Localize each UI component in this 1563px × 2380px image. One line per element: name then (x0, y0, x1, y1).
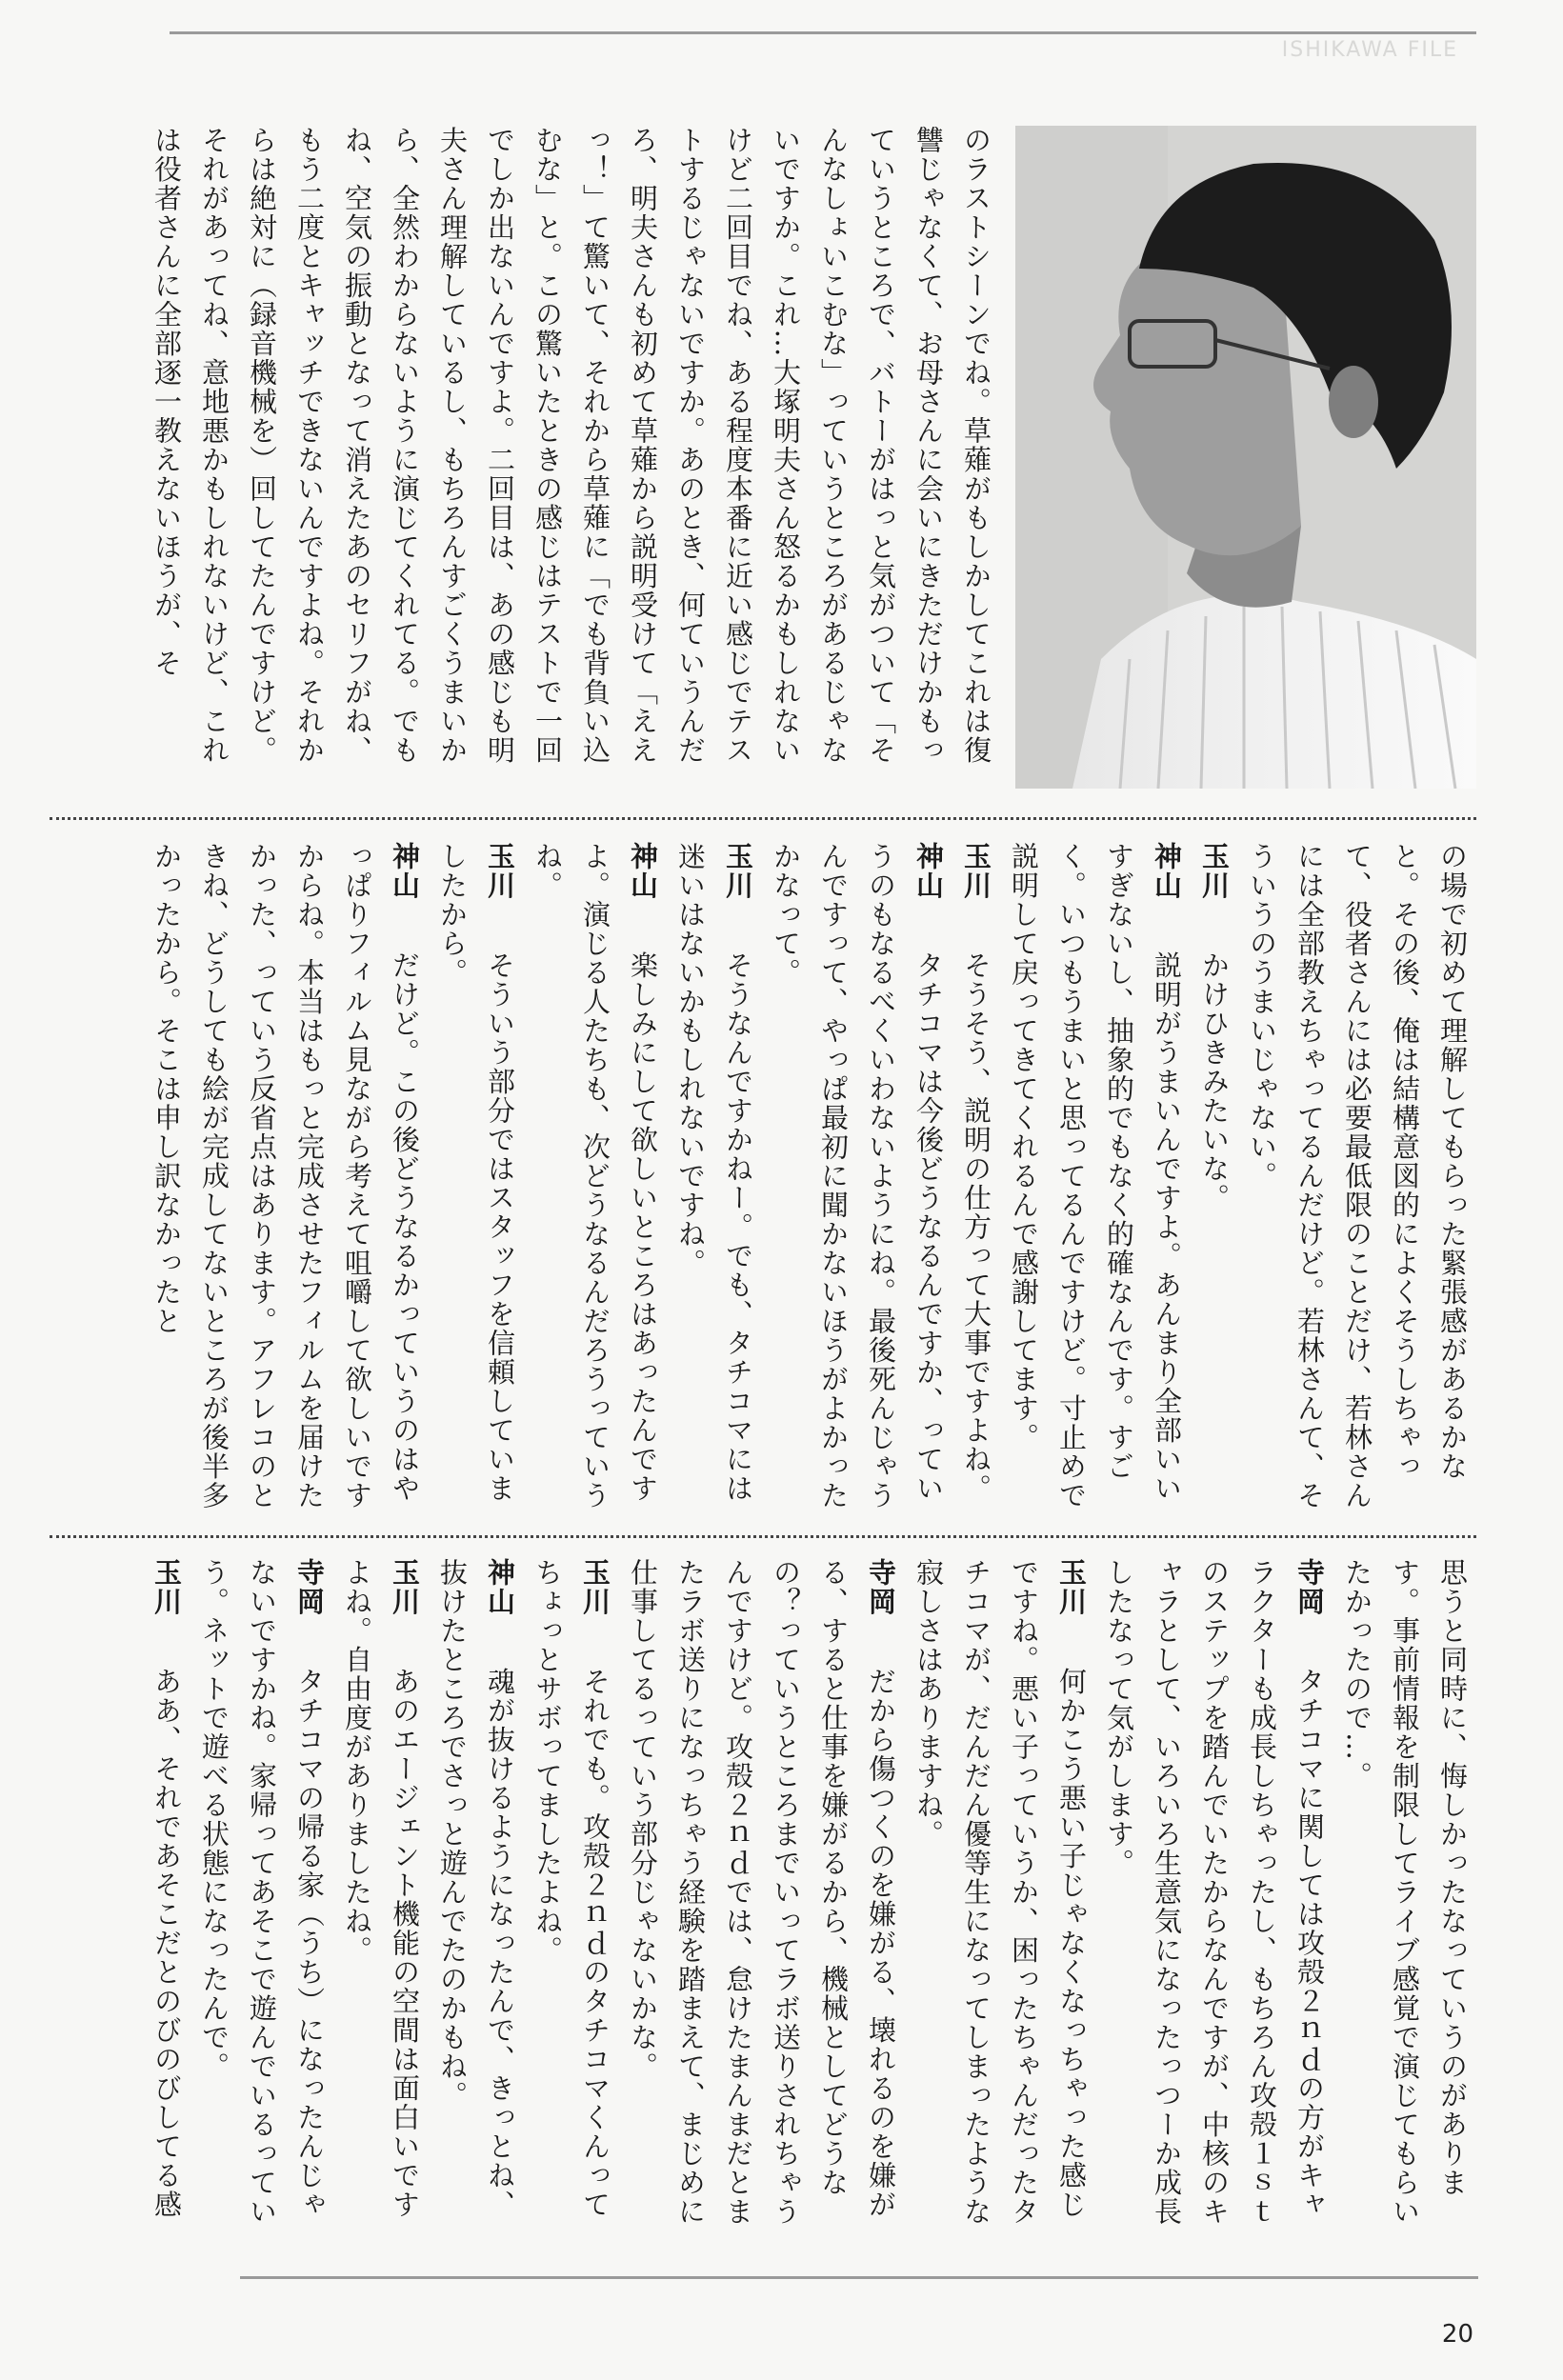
utterance: 玉川 あのエージェント機能の空間は面白いですよね。自由度がありましたね。 (341, 1558, 421, 2220)
header-rule (170, 31, 1476, 34)
paragraph: の場で初めて理解してもらった緊張感があるかなと。その後、俺は結構意図的によくそうしちゃって、役者さんには必要最低限のことだけ、若林さんには全部教えちゃってるんだけど。若林さんて、そういうのうまいじゃない。 (1246, 842, 1469, 1510)
utterance: 玉川 ああ、それであそこだとのびのびしてる感 (150, 1558, 183, 2220)
speaker-name: 玉川 (150, 1558, 183, 1616)
speaker-name: 神山 (389, 842, 421, 900)
utterance: 玉川 そうなんですかねー。でも、タチコマには迷いはないかもしれないですね。 (674, 842, 754, 1504)
person-photo-icon (1015, 126, 1476, 789)
utterance: 神山 魂が抜けるようになったんで、きっとね、抜けたところでさっと遊んでたのかもね。 (436, 1558, 516, 2220)
speaker-name: 玉川 (484, 842, 516, 900)
speaker-name: 玉川 (1198, 842, 1231, 900)
utterance: 神山 楽しみにして欲しいところはあったんですよ。演じる人たちも、次どうなるんだろうっていうね。 (531, 842, 659, 1510)
utterance: 神山 タチコマは今後どうなるんですか、っていうのもなるべくいわないようにね。最後死んじゃうんですって、やっぱ最初に聞かないほうがよかったかなって。 (770, 842, 945, 1510)
speaker-name: 神山 (1151, 842, 1183, 900)
utterance: 神山 説明がうまいんですよ。あんまり全部いいすぎないし、抽象的でもなく的確なんです。すごく。いつもうまいと思ってるんですけど。寸止めで説明して戻ってきてくれるんで感謝してます。 (1008, 842, 1183, 1510)
speaker-name: 寺岡 (293, 1558, 326, 1616)
section-divider (50, 1535, 1476, 1538)
utterance: 寺岡 タチコマの帰る家（うち）になったんじゃないですかね。家帰ってあそこで遊んでいるっていう。ネットで遊べる状態になったんで。 (198, 1558, 326, 2227)
paragraph: 思うと同時に、悔しかったなっていうのがあります。事前情報を制限してライブ感覚で演じてもらいたかったので…。 (1341, 1558, 1469, 2227)
utterance: 玉川 何かこう悪い子じゃなくなっちゃった感じですね。悪い子っていうか、困ったちゃんだったタチコマが、だんだん優等生になってしまったような寂しさはありますね。 (912, 1558, 1088, 2227)
portrait-photo (1015, 126, 1476, 789)
speaker-name: 神山 (484, 1558, 516, 1616)
text-block-top (80, 126, 1000, 792)
utterance: 寺岡 だから傷つくのを嫌がる、壊れるのを嫌がる、すると仕事を嫌がるから、機械としてどうなの？っていうところまでいってラボ送りされちゃうんですけど。攻殻２ｎｄでは、怠けたまんまだとまたラボ送りになっちゃう経験を踏まえて、まじめに仕事してるっていう部分じゃないかな。 (627, 1558, 897, 2227)
footer-rule (240, 2276, 1478, 2279)
speaker-name: 玉川 (389, 1558, 421, 1616)
paragraph: のラストシーンでね。草薙がもしかしてこれは復讐じゃなくて、お母さんに会いにきただけかもっていうところで、バトーがはっと気がついて「そんなしょいこむな」っていうところがあるじゃないですか。これ…大塚明夫さん怒るかもしれないけど二回目でね、ある程度本番に近い感じでテストするじゃないですか。あのとき、何ていうんだろ、明夫さんも初めて草薙から説明受けて「ええっ！」て驚いて、それから草薙に「でも背負い込むな」と。この驚いたときの感じはテストで一回でしか出ないんですよ。二回目は、あの感じも明夫さん理解しているし、もちろんすごくうまいから、全然わからないように演じてくれてる。でもね、空気の振動となって消えたあのセリフがね、もう二度とキャッチできないんですよね。それからは絶対に（録音機械を）回してたんですけど。それがあってね、意地悪かもしれないけど、これは役者さんに全部逐一教えないほうが、そ (150, 126, 992, 765)
utterance: 玉川 かけひきみたいな。 (1198, 842, 1231, 1213)
speaker-name: 玉川 (579, 1558, 611, 1616)
speaker-name: 寺岡 (865, 1558, 897, 1616)
utterance: 神山 だけど。この後どうなるかっていうのはやっぱりフィルム見ながら考えて咀嚼して欲しいですからね。本当はもっと完成させたフィルムを届けたかった、っていう反省点はあります。アフレコのときね、どうしても絵が完成してないところが後半多かったから。そこは申し訳なかったと (150, 842, 421, 1510)
speaker-name: 玉川 (1055, 1558, 1088, 1616)
text-block-middle (80, 842, 1476, 1518)
speaker-name: 神山 (912, 842, 945, 900)
utterance: 玉川 そういう部分ではスタッフを信頼していましたから。 (436, 842, 516, 1504)
speaker-name: 玉川 (722, 842, 754, 900)
running-header: ISHIKAWA FILE (1281, 38, 1458, 62)
utterance: 玉川 そうそう、説明の仕方って大事ですよね。 (960, 842, 992, 1504)
section-divider (50, 817, 1476, 820)
text-block-bottom (80, 1558, 1476, 2244)
utterance: 玉川 それでも。攻殻２ｎｄのタチコマくんってちょっとサボってましたよね。 (531, 1558, 611, 2220)
speaker-name: 寺岡 (1293, 1558, 1326, 1616)
utterance: 寺岡 タチコマに関しては攻殻２ｎｄの方がキャラクターも成長しちゃったし、もちろん攻殻１ｓｔのステップを踏んでいたからなんですが、中核のキャラとして、いろいろ生意気になったっつーか成長したなって気がします。 (1103, 1558, 1326, 2227)
page-number: 20 (1441, 2320, 1473, 2349)
speaker-name: 神山 (627, 842, 659, 900)
speaker-name: 玉川 (960, 842, 992, 900)
